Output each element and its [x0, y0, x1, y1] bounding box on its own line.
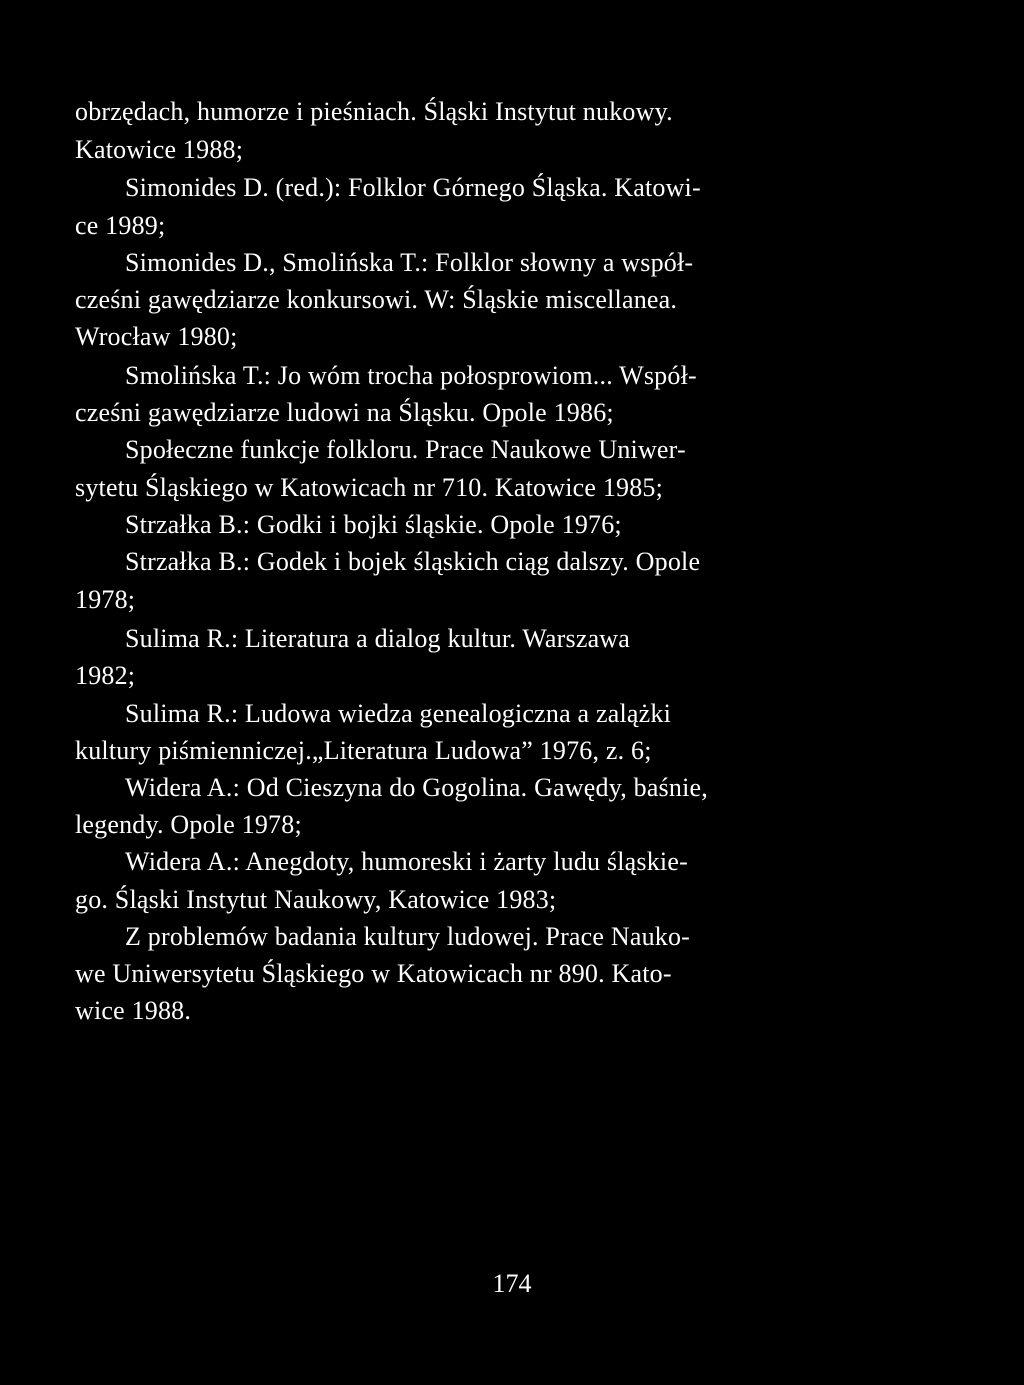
text-line-4: ce 1989;: [75, 211, 166, 240]
text-line-10: Społeczne funkcje folkloru. Prace Naukowe Uniwer-: [125, 435, 686, 464]
text-line-23: Z problemów badania kultury ludowej. Prace Nauko-: [125, 922, 691, 951]
text-line-13: Strzałka B.: Godek i bojek śląskich ciąg dalszy. Opole: [125, 547, 701, 576]
text-line-1: obrzędach, humorze i pieśniach. Śląski Instytut nukowy.: [75, 97, 673, 126]
text-line-12: Strzałka B.: Godki i bojki śląskie. Opole 1976;: [125, 510, 622, 539]
text-line-19: Widera A.: Od Cieszyna do Gogolina. Gawędy, baśnie,: [125, 773, 708, 802]
text-line-15: Sulima R.: Literatura a dialog kultur. Warszawa: [125, 624, 631, 653]
text-line-2: Katowice 1988;: [75, 135, 244, 164]
text-line-16: 1982;: [75, 661, 136, 690]
text-line-6: cześni gawędziarze konkursowi. W: Śląskie miscellanea.: [75, 285, 678, 314]
text-line-18: kultury piśmienniczej.„Literatura Ludowa” 1976, z. 6;: [75, 736, 652, 765]
text-line-3: Simonides D. (red.): Folklor Górnego Śląska. Katowi-: [125, 173, 701, 202]
text-line-24: we Uniwersytetu Śląskiego w Katowicach nr 890. Kato-: [75, 959, 672, 988]
text-line-21: Widera A.: Anegdoty, humoreski i żarty ludu śląskie-: [125, 847, 688, 876]
text-line-11: sytetu Śląskiego w Katowicach nr 710. Katowice 1985;: [75, 473, 664, 502]
text-line-5: Simonides D., Smolińska T.: Folklor słowny a współ-: [125, 248, 694, 277]
text-line-8: Smolińska T.: Jo wóm trocha połosprowiom... Współ-: [125, 361, 697, 390]
text-line-9: cześni gawędziarze ludowi na Śląsku. Opole 1986;: [75, 398, 614, 427]
page-number: 174: [492, 1269, 532, 1298]
text-line-7: Wrocław 1980;: [75, 322, 238, 351]
text-line-14: 1978;: [75, 585, 136, 614]
text-line-22: go. Śląski Instytut Naukowy, Katowice 1983;: [75, 885, 557, 914]
text-line-17: Sulima R.: Ludowa wiedza genealogiczna a zalążki: [125, 699, 671, 728]
text-line-20: legendy. Opole 1978;: [75, 810, 302, 839]
text-line-25: wice 1988.: [75, 996, 192, 1025]
